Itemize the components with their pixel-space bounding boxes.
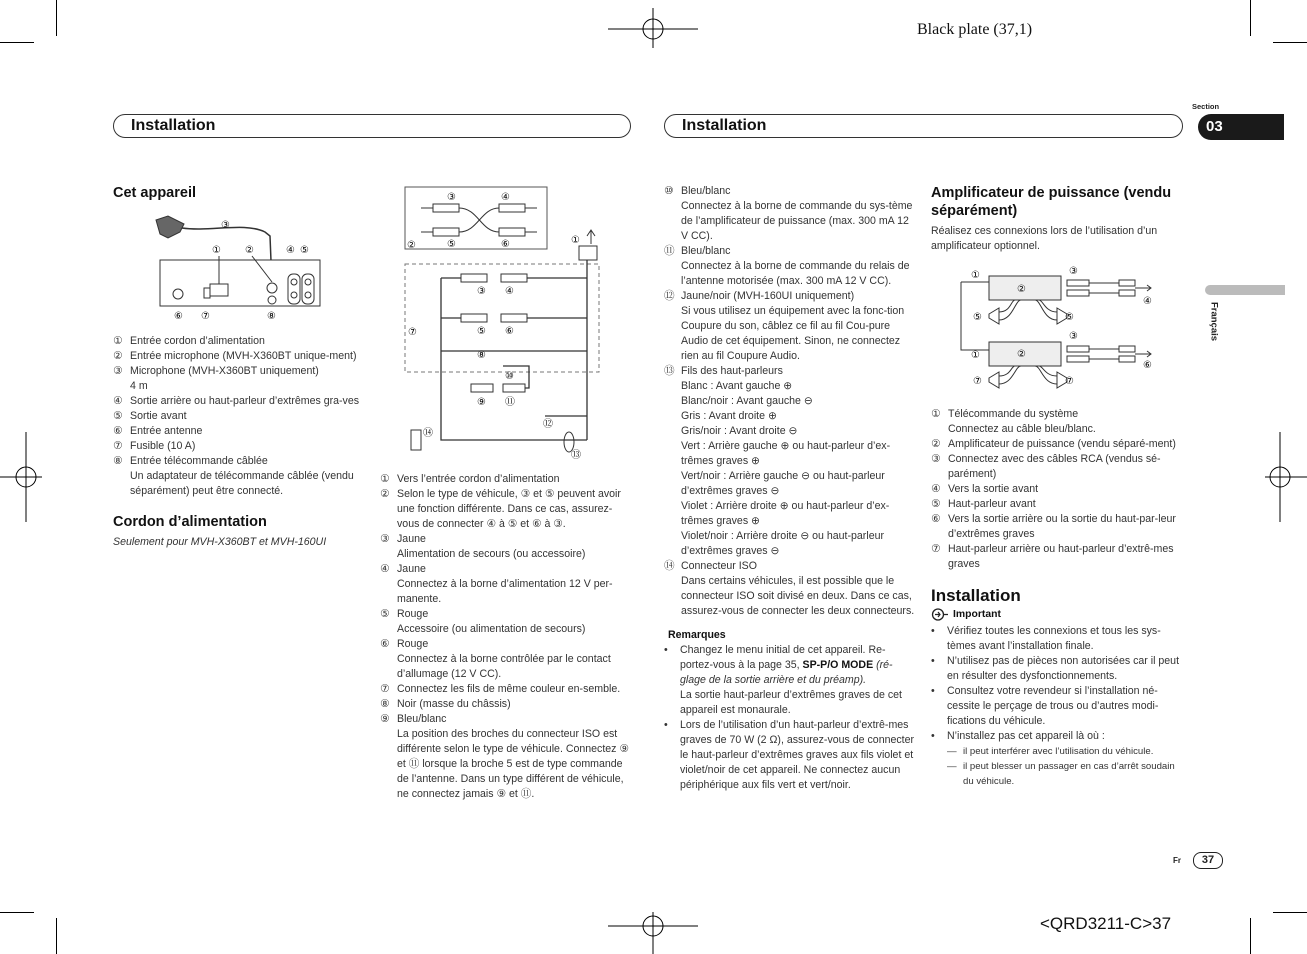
- list-item: ⑦ Connectez les fils de même couleur en-semble.: [380, 683, 621, 695]
- diagram-label: ①: [971, 270, 980, 281]
- header-right-title: Installation: [682, 117, 767, 134]
- side-tab-language: Français: [1208, 301, 1220, 342]
- section-tab: [1198, 114, 1284, 140]
- document-code: <QRD3211-C>37: [1040, 914, 1172, 933]
- install-bullet: • Vérifiez toutes les connexions et tous les sys-tèmes avant l’installation finale.: [931, 625, 1161, 652]
- diagram-label: ⑪: [505, 397, 515, 408]
- list-item: ⑧ Noir (masse du châssis): [380, 698, 511, 710]
- list-item: ⑪ Bleu/blanc Connectez à la borne de commande du relais de l’antenne motorisée (max. 300 mA 12 V CC).: [664, 245, 910, 287]
- list-item: ④ Sortie arrière ou haut-parleur d’extrêmes gra-ves: [113, 395, 360, 407]
- diagram-label: ⑦: [408, 327, 417, 338]
- important-icon: [931, 608, 949, 621]
- diagram-label: ⑦: [973, 376, 982, 387]
- diagram-label: ⑤: [447, 239, 456, 250]
- header-left-title: Installation: [131, 117, 216, 134]
- diagram-label: ⑥: [505, 326, 514, 337]
- registration-mark-bottom: [608, 912, 698, 954]
- diagram-label: ①: [571, 235, 580, 246]
- column-3: [664, 184, 916, 793]
- diagram-label: ④: [501, 192, 510, 203]
- list-item: ⑨ Bleu/blanc La position des broches du connecteur ISO est différente selon le type de véhicule. Connectez ⑨ et ⑪ lorsque la broche 5 est de type commande de l’antenne. Dans un type différent de véhicule, ne connectez jamais ⑨ et ⑪.: [380, 713, 629, 800]
- list-item: ① Télécommande du système Connectez au câble bleu/blanc.: [931, 408, 1096, 435]
- crop-mark: [56, 0, 57, 36]
- column-4: [931, 184, 1183, 254]
- diagram-label: ②: [1017, 284, 1026, 295]
- list-item: ③ Microphone (MVH-X360BT uniquement) 4 m: [113, 365, 319, 392]
- page-number: 37: [1193, 852, 1223, 869]
- list-item: ② Entrée microphone (MVH-X360BT unique-ment): [113, 350, 357, 362]
- power-plug: [579, 246, 597, 260]
- list-item: ② Selon le type de véhicule, ③ et ⑤ peuvent avoir une fonction différente. Dans ce cas, assurez-vous de connecter ④ à ⑤ et ⑥ à ③.: [380, 488, 621, 530]
- remarks-title: Remarques: [668, 629, 726, 641]
- crop-mark: [1273, 912, 1307, 913]
- microphone-icon: [156, 216, 184, 238]
- section-title-cet-appareil: Cet appareil: [113, 185, 196, 201]
- list-item: ⑦ Haut-parleur arrière ou haut-parleur d’extrê-mes graves: [931, 543, 1174, 570]
- section-number: 03: [1206, 118, 1223, 135]
- remote-jack: [268, 296, 276, 304]
- diagram-label: ①: [971, 350, 980, 361]
- diagram-label: ⑦: [201, 311, 210, 322]
- crop-mark: [1273, 42, 1307, 43]
- list-item-speaker-leads: ⑬ Fils des haut-parleurs Blanc : Avant gauche ⊕ Blanc/noir : Avant gauche ⊖ Gris : Avant droite ⊕ Gris/noir : Avant droite ⊖ Vert : Arrière gauche ⊕ ou haut-parleur d’ex-trêmes graves ⊕ Vert/noir : Arrière gauche ⊖ ou haut-parleur d’extrêmes graves ⊖ Violet : Arrière droite ⊕ ou haut-parleur d’ex-trêmes graves ⊕ Violet/noir : Arrière droite ⊖ ou haut-parleur d’extrêmes graves ⊖: [664, 365, 891, 557]
- list-item: ⑦ Fusible (10 A): [113, 440, 196, 452]
- diagram-label: ③: [1069, 266, 1078, 277]
- list-item: ⑤ Haut-parleur avant: [931, 498, 1036, 510]
- install-bullet: • Consultez votre revendeur si l’installation né-cessite le perçage de trous ou d’autres modi-fications du véhicule.: [931, 685, 1159, 727]
- diagram-label: ⑤: [477, 326, 486, 337]
- diagram-label: ⑥: [1143, 360, 1152, 371]
- diagram-label: ⑨: [477, 397, 486, 408]
- diagram-label: ②: [1017, 349, 1026, 360]
- column-1-list: [113, 334, 365, 550]
- crop-mark: [1250, 0, 1251, 36]
- crop-mark: [0, 912, 34, 913]
- rear-speaker-left: [989, 372, 999, 388]
- list-item: ① Entrée cordon d’alimentation: [113, 335, 265, 347]
- important-heading: Important: [931, 607, 1183, 622]
- section-title-cordon: Cordon d’alimentation: [113, 514, 267, 530]
- diagram-label: ⑫: [543, 419, 553, 430]
- diagram-label: ⑧: [267, 311, 276, 322]
- diagram-label: ①: [212, 245, 221, 256]
- alt-connection-box: [405, 187, 547, 249]
- diagram-label: ②: [407, 240, 416, 251]
- crop-mark: [56, 918, 57, 954]
- install-bullet: • N’installez pas cet appareil là où :: [931, 730, 1105, 742]
- unit-rear-diagram: [150, 212, 330, 322]
- column-4-list: [931, 407, 1183, 789]
- remark-bullet: • Changez le menu initial de cet appareil. Re-portez-vous à la page 35, SP-P/O MODE (ré-glage de la sortie arrière et du préamp). La sortie haut-parleur d’extrêmes graves de cet appareil est monaurale.: [664, 644, 902, 716]
- iso-connector: [411, 430, 421, 450]
- list-item: ① Vers l’entrée cordon d’alimentation: [380, 473, 560, 485]
- section-title-amplifier: Amplificateur de puissance (vendu séparément): [931, 185, 1172, 219]
- list-item: ⑭ Connecteur ISO Dans certains véhicules, il est possible que le connecteur ISO soit divisé en deux. Dans ce cas, assurez-vous de connecter les deux connecteurs.: [664, 560, 915, 617]
- amplifier-intro: Réalisez ces connexions lors de l’utilisation d’un amplificateur optionnel.: [931, 225, 1158, 252]
- diagram-label: ⑤: [1065, 312, 1074, 323]
- diagram-label: ④: [505, 286, 514, 297]
- column-2-list: [380, 472, 632, 802]
- diagram-label: ⑧: [477, 350, 486, 361]
- remark-bullet: • Lors de l’utilisation d’un haut-parleur d’extrê-mes graves de 70 W (2 Ω), assurez-vous de connecter le haut-parleur d’extrêmes graves aux fils violet et violet/noir de cet appareil. Ne connectez aucun périphérique aux fils vert et vert/noir.: [664, 719, 915, 791]
- list-item: ⑤ Rouge Accessoire (ou alimentation de secours): [380, 608, 586, 635]
- column-1: [113, 184, 365, 202]
- mic-jack: [267, 283, 277, 293]
- crop-mark: [0, 42, 34, 43]
- diagram-label: ⑥: [501, 239, 510, 250]
- diagram-label: ⑤: [973, 312, 982, 323]
- diagram-label: ③: [477, 286, 486, 297]
- list-item: ⑥ Vers la sortie arrière ou la sortie du haut-par-leur d’extrêmes graves: [931, 513, 1176, 540]
- registration-mark-right: [1265, 432, 1307, 522]
- diagram-label: ④: [286, 245, 295, 256]
- plate-label: Black plate (37,1): [917, 21, 1033, 38]
- speaker-lead-bundle: [564, 432, 574, 452]
- diagram-label: ③: [221, 220, 230, 231]
- model-note: Seulement pour MVH-X360BT et MVH-160UI: [113, 536, 327, 548]
- diagram-label: ⑥: [174, 311, 183, 322]
- power-connector: [210, 284, 228, 296]
- list-item: ⑧ Entrée télécommande câblée Un adaptateur de télécommande câblée (vendu séparément) peut être connecté.: [113, 455, 354, 497]
- section-label: Section: [1192, 102, 1220, 111]
- install-bullet: • N’utilisez pas de pièces non autorisées car il peut en résulter des dysfonctionnements.: [931, 655, 1180, 682]
- list-item: ⑤ Sortie avant: [113, 410, 187, 422]
- amplifier-diagram: [955, 262, 1165, 396]
- list-item: ③ Jaune Alimentation de secours (ou accessoire): [380, 533, 586, 560]
- list-item: ⑥ Rouge Connectez à la borne contrôlée par le contact d’allumage (12 V CC).: [380, 638, 611, 680]
- diagram-label: ⑭: [423, 428, 433, 439]
- diagram-label: ③: [1069, 331, 1078, 342]
- list-item: ⑥ Entrée antenne: [113, 425, 203, 437]
- diagram-label: ⑤: [300, 245, 309, 256]
- list-item: ⑫ Jaune/noir (MVH-160UI uniquement) Si vous utilisez un équipement avec la fonc-tion Coupure du son, câblez ce fil au fil Cou-pure Audio de cet équipement. Sinon, ne connectez rien au fil Coupure Audio.: [664, 290, 905, 362]
- list-item: ⑩ Bleu/blanc Connectez à la borne de commande du sys-tème de l’amplificateur de puissance (max. 300 mA 12 V CC).: [664, 185, 913, 242]
- diagram-label: ③: [447, 192, 456, 203]
- front-speaker-left: [989, 308, 999, 324]
- diagram-label: ④: [1143, 296, 1152, 307]
- diagram-label: ②: [245, 245, 254, 256]
- crop-mark: [1250, 918, 1251, 954]
- antenna-jack: [173, 289, 183, 299]
- language-code: Fr: [1173, 856, 1181, 865]
- install-dash-item: — il peut interférer avec l’utilisation du véhicule.: [947, 746, 1154, 757]
- list-item: ④ Jaune Connectez à la borne d’alimentation 12 V per-manente.: [380, 563, 613, 605]
- registration-mark-top: [608, 8, 698, 48]
- diagram-label: ⑦: [1065, 376, 1074, 387]
- registration-mark-left: [0, 432, 42, 522]
- fuse: [204, 288, 210, 298]
- list-item: ③ Connectez avec des câbles RCA (vendus sé-parément): [931, 453, 1161, 480]
- install-dash-item: — il peut blesser un passager en cas d’arrêt soudain du véhicule.: [947, 761, 1175, 787]
- section-title-installation: Installation: [931, 586, 1021, 605]
- list-item: ② Amplificateur de puissance (vendu séparé-ment): [931, 438, 1176, 450]
- diagram-label: ⑬: [571, 450, 581, 461]
- list-item: ④ Vers la sortie avant: [931, 483, 1039, 495]
- diagram-label: ⑩: [505, 371, 514, 382]
- iso-wiring-diagram: [403, 186, 611, 462]
